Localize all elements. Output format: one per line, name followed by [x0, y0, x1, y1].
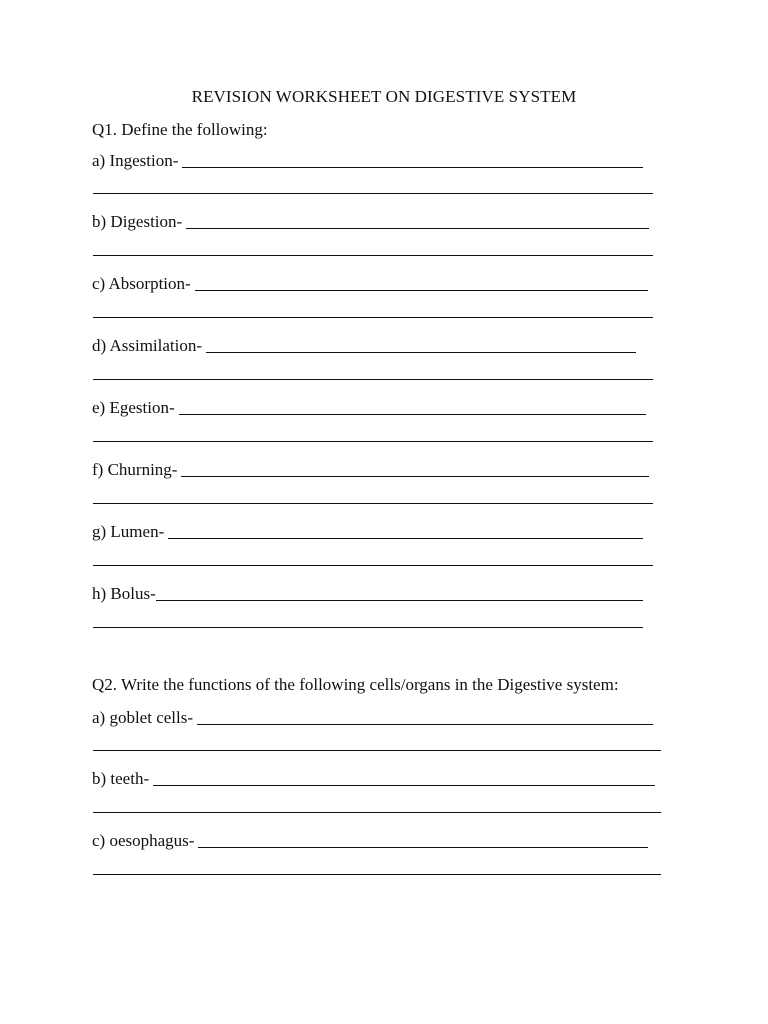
q1-item-label: e) Egestion-	[92, 398, 175, 417]
q1-item-egestion	[92, 396, 646, 418]
q1-item-churning	[92, 458, 649, 480]
answer-line[interactable]	[93, 441, 653, 442]
answer-blank[interactable]	[182, 167, 643, 168]
answer-blank[interactable]	[179, 414, 646, 415]
q1-item-label: c) Absorption-	[92, 274, 191, 293]
q2-item-label: b) teeth-	[92, 769, 150, 788]
q2-item-label: a) goblet cells-	[92, 708, 194, 727]
answer-line[interactable]	[93, 812, 661, 813]
answer-blank[interactable]	[168, 538, 643, 539]
q2-item-teeth	[92, 767, 655, 789]
answer-blank[interactable]	[181, 476, 649, 477]
q1-item-ingestion	[92, 149, 643, 171]
q1-item-lumen	[92, 520, 643, 542]
question-2-heading: Q2. Write the functions of the following cells/organs in the Digestive system:	[92, 675, 619, 694]
q1-item-label: f) Churning-	[92, 460, 178, 479]
q1-item-label: h) Bolus-	[92, 584, 156, 603]
answer-line[interactable]	[93, 255, 653, 256]
answer-line[interactable]	[93, 750, 661, 751]
answer-line[interactable]	[93, 379, 653, 380]
q1-item-label: d) Assimilation-	[92, 336, 203, 355]
q1-item-bolus	[92, 582, 643, 604]
q1-item-label: a) Ingestion-	[92, 151, 179, 170]
answer-line[interactable]	[93, 317, 653, 318]
question-1-heading: Q1. Define the following:	[92, 120, 268, 139]
answer-line[interactable]	[93, 874, 661, 875]
q1-item-absorption	[92, 272, 648, 294]
answer-line[interactable]	[93, 627, 643, 628]
q2-item-label: c) oesophagus-	[92, 831, 195, 850]
answer-blank[interactable]	[153, 785, 655, 786]
answer-blank[interactable]	[197, 724, 653, 725]
answer-line[interactable]	[93, 565, 653, 566]
answer-blank[interactable]	[206, 352, 636, 353]
answer-line[interactable]	[93, 193, 653, 194]
q1-item-label: g) Lumen-	[92, 522, 165, 541]
q2-item-goblet-cells	[92, 706, 653, 728]
q2-item-oesophagus	[92, 829, 648, 851]
answer-blank[interactable]	[195, 290, 648, 291]
answer-line[interactable]	[93, 503, 653, 504]
q1-item-digestion	[92, 210, 649, 232]
q1-item-label: b) Digestion-	[92, 212, 183, 231]
answer-blank[interactable]	[156, 600, 643, 601]
answer-blank[interactable]	[198, 847, 648, 848]
worksheet-title: REVISION WORKSHEET ON DIGESTIVE SYSTEM	[191, 87, 577, 106]
answer-blank[interactable]	[186, 228, 649, 229]
q1-item-assimilation	[92, 334, 636, 356]
